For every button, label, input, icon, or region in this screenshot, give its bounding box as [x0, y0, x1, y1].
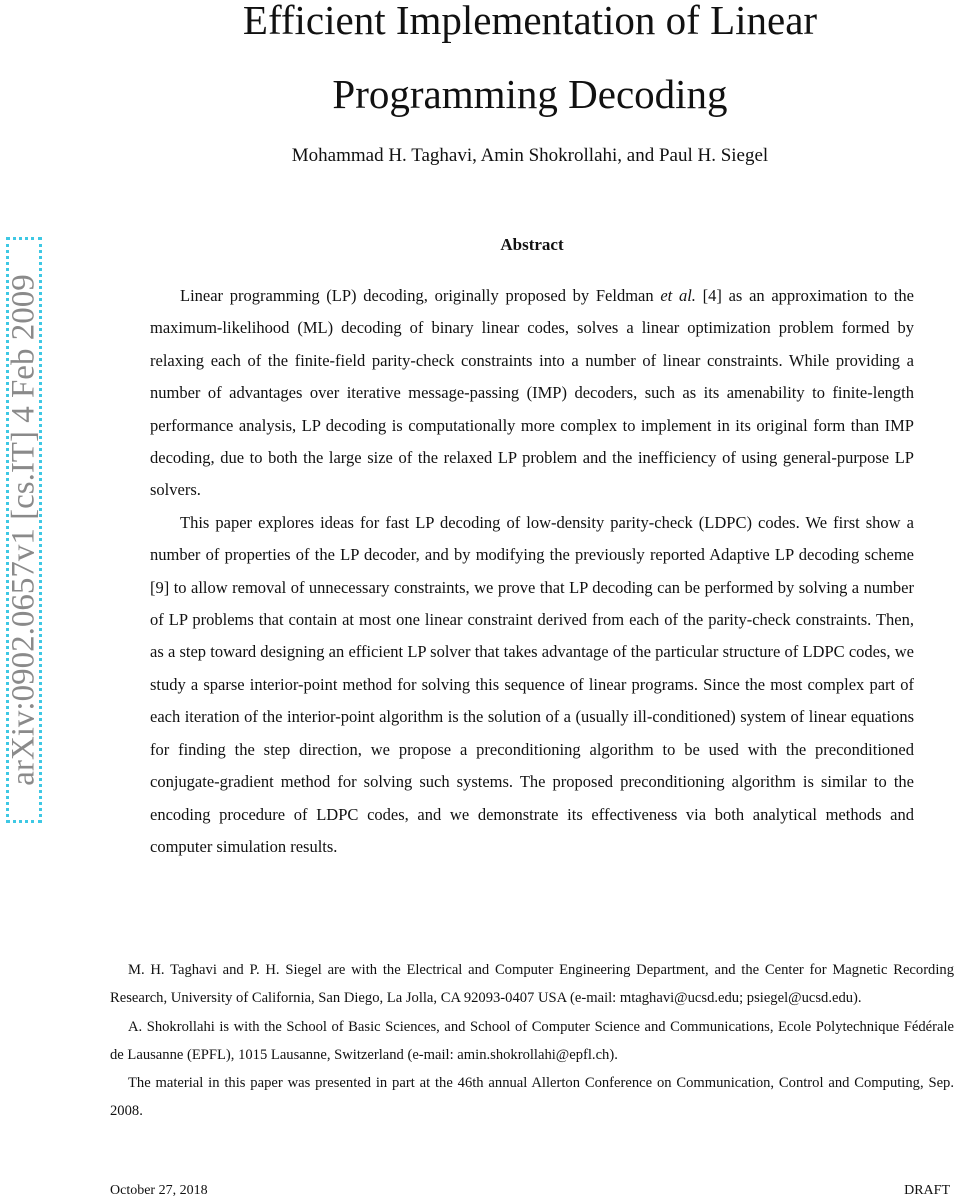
abstract-p1-rest: [4] as an approximation to the maximum-likelihood (ML) decoding of binary linear codes, solves a linear optimization problem formed by relaxing each of the finite-field parity-check constraints into a number of linear constraints. While providing a number of advantages over iterative message-passing (IMP) decoders, such as its amenability to finite-length performance analysis, LP decoding is computationally more complex to implement in its original form than IMP decoding, due to both the large size of the relaxed LP problem and the inefficiency of using general-purpose LP solvers. [150, 286, 915, 500]
abstract-body [150, 280, 914, 863]
paper-title [150, 0, 910, 131]
abstract-paragraph-2: This paper explores ideas for fast LP decoding of low-density parity-check (LDPC) codes. We first show a number of properties of the LP decoder, and by modifying the previously reported Adaptive LP decoding scheme [9] to allow removal of unnecessary constraints, we prove that LP decoding can be performed by solving a number of LP problems that contain at most one linear constraint derived from each of the parity-check constraints. Then, as a step toward designing an efficient LP solver that takes advantage of the particular structure of LDPC codes, we study a sparse interior-point method for solving this sequence of linear programs. Since the most complex part of each iteration of the interior-point algorithm is the solution of a (usually ill-conditioned) system of linear equations for finding the step direction, we propose a preconditioning algorithm to be used with the preconditioned conjugate-gradient method for solving such systems. The proposed preconditioning algorithm is similar to the encoding procedure of LDPC codes, and we demonstrate its effectiveness via both analytical methods and computer simulation results. [150, 512, 914, 856]
arxiv-identifier: arXiv:0902.0657v1 [cs.IT] 4 Feb 2009 [5, 274, 42, 786]
footer-draft-label: DRAFT [904, 1183, 950, 1198]
footnote-affiliation-epfl: A. Shokrollahi is with the School of Basic Sciences, and School of Computer Science and Communications, Ecole Polytechnique Fédérale de Lausanne (EPFL), 1015 Lausanne, Switzerland (e-mail: amin.shokrollahi@epfl.ch). [110, 1018, 954, 1063]
title-line-2: Programming Decoding [332, 71, 728, 117]
arxiv-sidebar-stamp [6, 237, 42, 823]
abstract-paragraph-1 [150, 280, 914, 507]
abstract-p1-emphasis: et al. [660, 286, 696, 305]
abstract-heading: Abstract [500, 235, 564, 254]
footer-date: October 27, 2018 [110, 1183, 208, 1198]
author-list: Mohammad H. Taghavi, Amin Shokrollahi, and Paul H. Siegel [291, 145, 769, 166]
footnote-conference: The material in this paper was presented in part at the 46th annual Allerton Conference on Communication, Control and Computing, Sep. 2008. [110, 1075, 954, 1120]
title-line-1: Efficient Implementation of Linear [242, 0, 818, 43]
abstract-p1-start: Linear programming (LP) decoding, originally proposed by Feldman [180, 286, 661, 305]
footnote-affiliation-ucsd: M. H. Taghavi and P. H. Siegel are with the Electrical and Computer Engineering Department, and the Center for Magnetic Recording Research, University of California, San Diego, La Jolla, CA 92093-0407 USA (e-mail: mtaghavi@ucsd.edu; psiegel@ucsd.edu). [110, 962, 954, 1007]
footnotes [110, 956, 954, 1126]
